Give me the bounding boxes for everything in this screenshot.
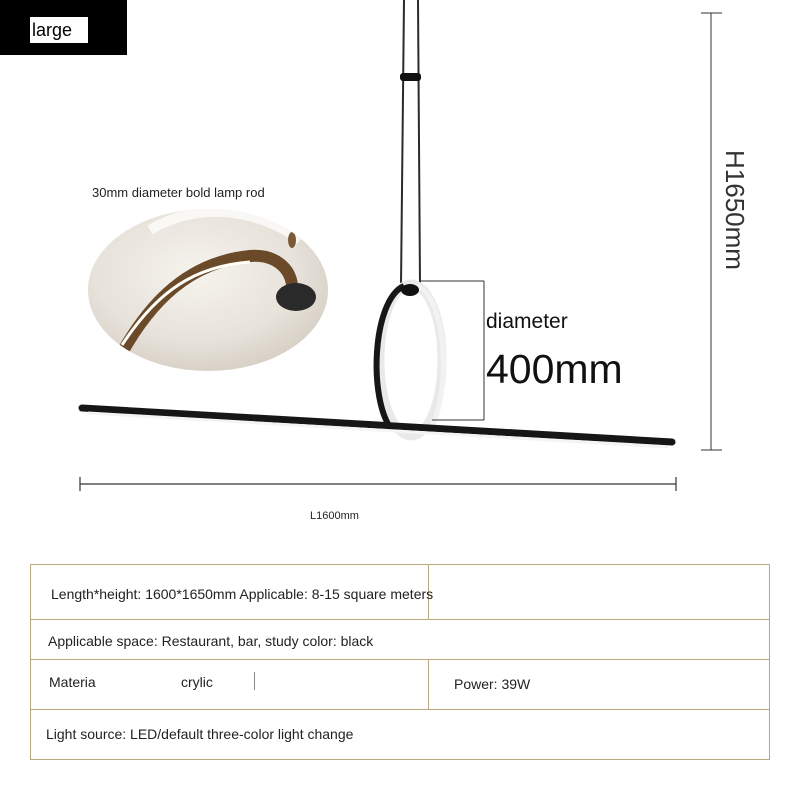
size-badge-label: large [30,17,88,43]
column-divider [428,660,429,710]
lamp-ring [377,284,444,436]
spec-row [31,620,769,660]
diameter-value: 400mm [486,346,623,392]
rod-detail-caption: 30mm diameter bold lamp rod [92,185,265,200]
spec-space-text: Applicable space: Restaurant, bar, study color: black [48,633,374,649]
spec-row [31,565,769,620]
spec-light-source-text: Light source: LED/default three-color light change [46,726,354,742]
suspension-cable [400,0,421,285]
spec-material-tail: crylic [181,674,213,690]
height-label: H1650mm [720,150,750,270]
spec-size-text: Length*height: 1600*1650mm Applicable: 8-15 square meters [51,586,434,602]
lamp-bar [82,408,672,447]
diameter-label: diameter [486,310,568,333]
spec-material-text: Materia [49,674,96,690]
spec-row [31,710,769,759]
lamp-rod-detail-image [88,209,328,371]
spec-table [30,564,770,760]
spec-row [31,660,769,710]
length-dimension-line [80,477,676,491]
text-cursor-mark [254,672,255,690]
spec-power-text: Power: 39W [454,676,531,692]
length-label: L1600mm [310,510,359,522]
